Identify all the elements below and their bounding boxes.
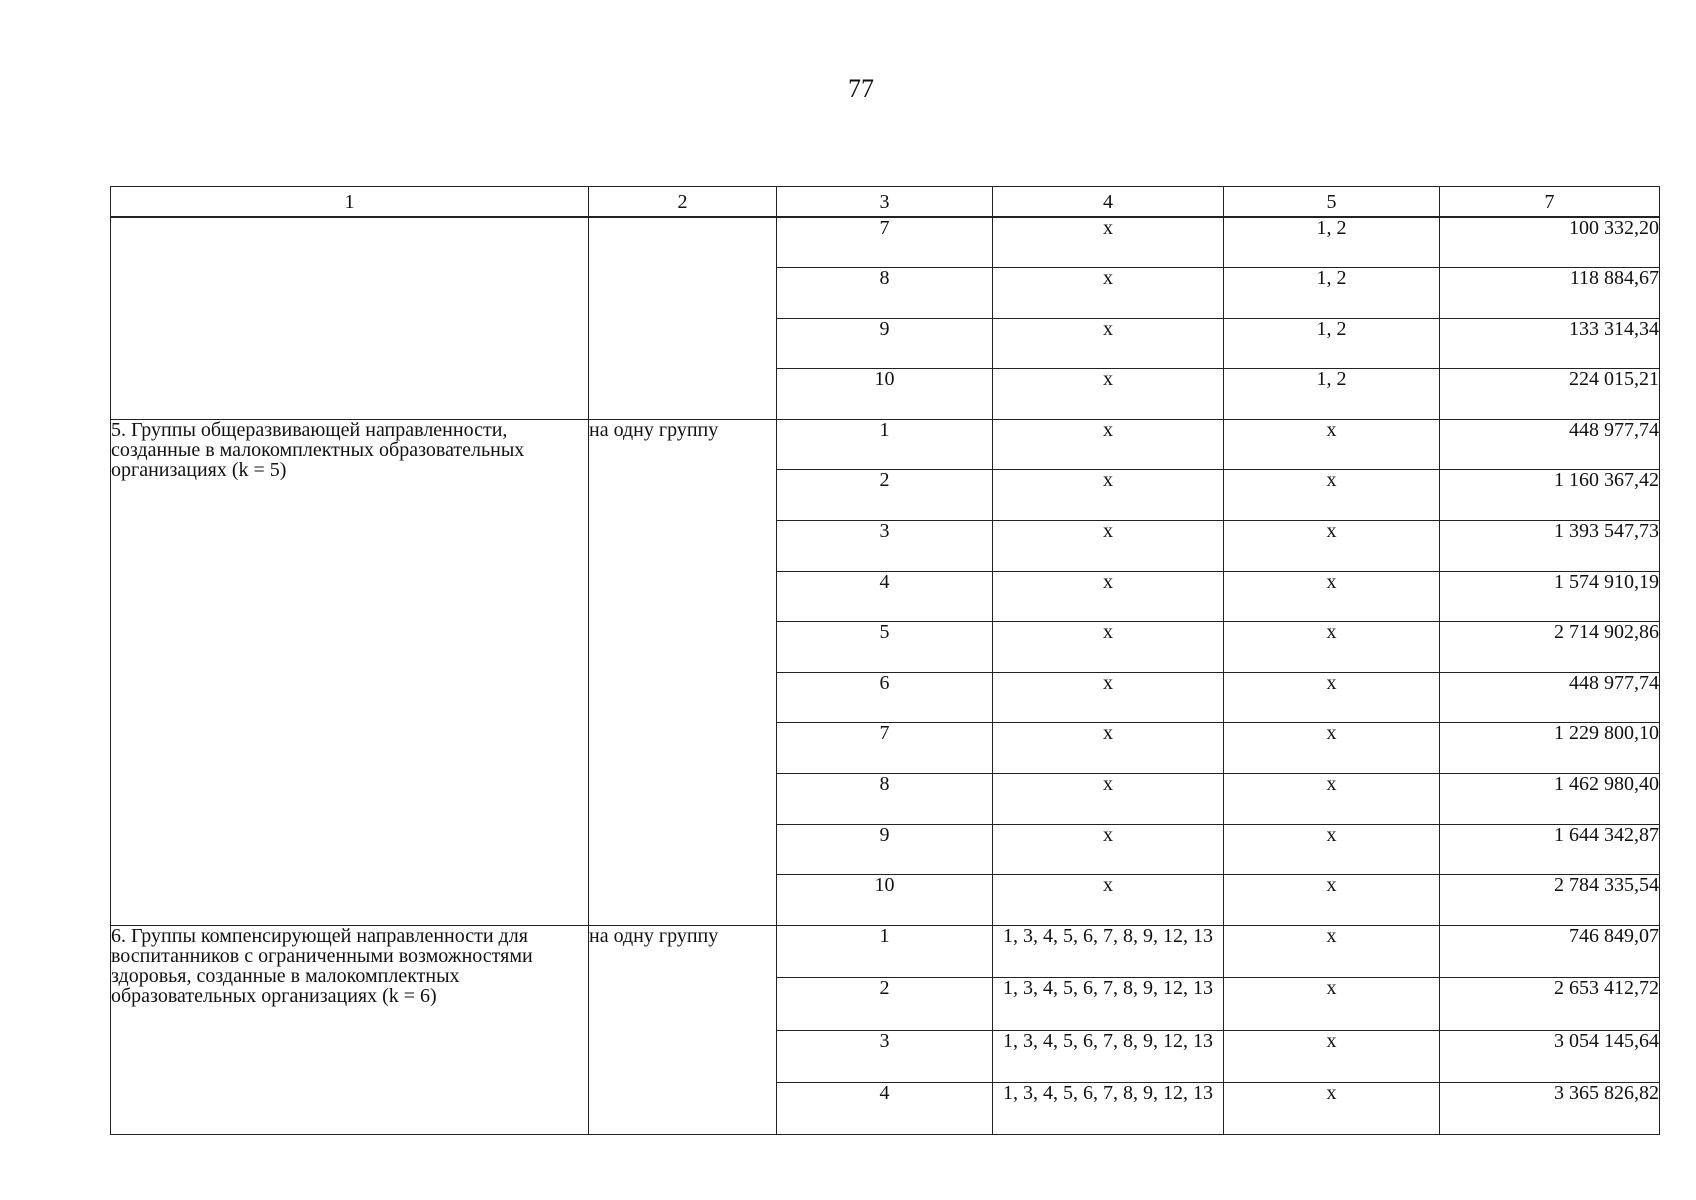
column-5-cell: 1, 2 bbox=[1224, 268, 1440, 319]
column-header: 7 bbox=[1440, 187, 1660, 218]
value-cell: 1 229 800,10 bbox=[1440, 723, 1660, 774]
group-unit-cell bbox=[589, 217, 777, 419]
column-5-cell: x bbox=[1224, 672, 1440, 723]
column-4-cell: 1, 3, 4, 5, 6, 7, 8, 9, 12, 13 bbox=[993, 1030, 1224, 1082]
value-cell: 1 393 547,73 bbox=[1440, 521, 1660, 572]
column-4-cell: x bbox=[993, 268, 1224, 319]
table-header-row bbox=[111, 187, 1660, 218]
column-4-cell: 1, 3, 4, 5, 6, 7, 8, 9, 12, 13 bbox=[993, 1082, 1224, 1134]
column-5-cell: x bbox=[1224, 571, 1440, 622]
group-name-cell bbox=[111, 217, 589, 419]
row-number-cell: 9 bbox=[777, 824, 993, 875]
column-5-cell: x bbox=[1224, 978, 1440, 1030]
value-cell: 1 160 367,42 bbox=[1440, 470, 1660, 521]
value-cell: 1 644 342,87 bbox=[1440, 824, 1660, 875]
table-row bbox=[111, 419, 1660, 470]
value-cell: 448 977,74 bbox=[1440, 672, 1660, 723]
column-4-cell: x bbox=[993, 723, 1224, 774]
column-4-cell: x bbox=[993, 824, 1224, 875]
column-5-cell: x bbox=[1224, 470, 1440, 521]
column-5-cell: 1, 2 bbox=[1224, 318, 1440, 369]
column-5-cell: x bbox=[1224, 875, 1440, 926]
row-number-cell: 3 bbox=[777, 521, 993, 572]
column-4-cell: x bbox=[993, 875, 1224, 926]
column-5-cell: 1, 2 bbox=[1224, 217, 1440, 268]
column-4-cell: x bbox=[993, 470, 1224, 521]
column-4-cell: x bbox=[993, 774, 1224, 825]
table-body bbox=[111, 217, 1660, 1135]
row-number-cell: 2 bbox=[777, 978, 993, 1030]
value-cell: 746 849,07 bbox=[1440, 925, 1660, 977]
column-4-cell: x bbox=[993, 571, 1224, 622]
column-5-cell: x bbox=[1224, 419, 1440, 470]
column-header: 4 bbox=[993, 187, 1224, 218]
column-4-cell: x bbox=[993, 419, 1224, 470]
column-5-cell: x bbox=[1224, 824, 1440, 875]
column-4-cell: x bbox=[993, 521, 1224, 572]
value-cell: 100 332,20 bbox=[1440, 217, 1660, 268]
row-number-cell: 9 bbox=[777, 318, 993, 369]
column-5-cell: x bbox=[1224, 723, 1440, 774]
value-cell: 2 784 335,54 bbox=[1440, 875, 1660, 926]
column-5-cell: x bbox=[1224, 774, 1440, 825]
row-number-cell: 7 bbox=[777, 217, 993, 268]
column-5-cell: x bbox=[1224, 925, 1440, 977]
group-name-cell: 6. Группы компенсирующей направленности для воспитанников с ограниченными возможностями здоровья, созданные в малокомплектных образовательных организациях (k = 6) bbox=[111, 925, 589, 1135]
group-unit-cell: на одну группу bbox=[589, 925, 777, 1135]
data-table bbox=[110, 186, 1660, 1135]
row-number-cell: 8 bbox=[777, 774, 993, 825]
value-cell: 2 653 412,72 bbox=[1440, 978, 1660, 1030]
column-header: 1 bbox=[111, 187, 589, 218]
group-unit-cell: на одну группу bbox=[589, 419, 777, 925]
row-number-cell: 7 bbox=[777, 723, 993, 774]
row-number-cell: 2 bbox=[777, 470, 993, 521]
column-4-cell: x bbox=[993, 217, 1224, 268]
row-number-cell: 1 bbox=[777, 925, 993, 977]
group-name-cell: 5. Группы общеразвивающей направленности, созданные в малокомплектных образовательных организациях (k = 5) bbox=[111, 419, 589, 925]
column-4-cell: x bbox=[993, 622, 1224, 673]
column-5-cell: x bbox=[1224, 622, 1440, 673]
value-cell: 1 462 980,40 bbox=[1440, 774, 1660, 825]
table-row bbox=[111, 217, 1660, 268]
row-number-cell: 4 bbox=[777, 1082, 993, 1134]
column-4-cell: 1, 3, 4, 5, 6, 7, 8, 9, 12, 13 bbox=[993, 978, 1224, 1030]
row-number-cell: 1 bbox=[777, 419, 993, 470]
row-number-cell: 6 bbox=[777, 672, 993, 723]
page-number: 77 bbox=[848, 74, 874, 103]
column-4-cell: x bbox=[993, 318, 1224, 369]
column-header: 2 bbox=[589, 187, 777, 218]
value-cell: 3 365 826,82 bbox=[1440, 1082, 1660, 1134]
column-4-cell: x bbox=[993, 369, 1224, 420]
column-5-cell: x bbox=[1224, 1082, 1440, 1134]
row-number-cell: 5 bbox=[777, 622, 993, 673]
table-row bbox=[111, 925, 1660, 977]
value-cell: 118 884,67 bbox=[1440, 268, 1660, 319]
row-number-cell: 4 bbox=[777, 571, 993, 622]
row-number-cell: 10 bbox=[777, 875, 993, 926]
column-5-cell: x bbox=[1224, 521, 1440, 572]
column-4-cell: 1, 3, 4, 5, 6, 7, 8, 9, 12, 13 bbox=[993, 925, 1224, 977]
value-cell: 2 714 902,86 bbox=[1440, 622, 1660, 673]
value-cell: 448 977,74 bbox=[1440, 419, 1660, 470]
column-4-cell: x bbox=[993, 672, 1224, 723]
row-number-cell: 8 bbox=[777, 268, 993, 319]
row-number-cell: 10 bbox=[777, 369, 993, 420]
column-header: 3 bbox=[777, 187, 993, 218]
row-number-cell: 3 bbox=[777, 1030, 993, 1082]
value-cell: 3 054 145,64 bbox=[1440, 1030, 1660, 1082]
column-5-cell: 1, 2 bbox=[1224, 369, 1440, 420]
value-cell: 1 574 910,19 bbox=[1440, 571, 1660, 622]
value-cell: 224 015,21 bbox=[1440, 369, 1660, 420]
value-cell: 133 314,34 bbox=[1440, 318, 1660, 369]
column-header: 5 bbox=[1224, 187, 1440, 218]
column-5-cell: x bbox=[1224, 1030, 1440, 1082]
